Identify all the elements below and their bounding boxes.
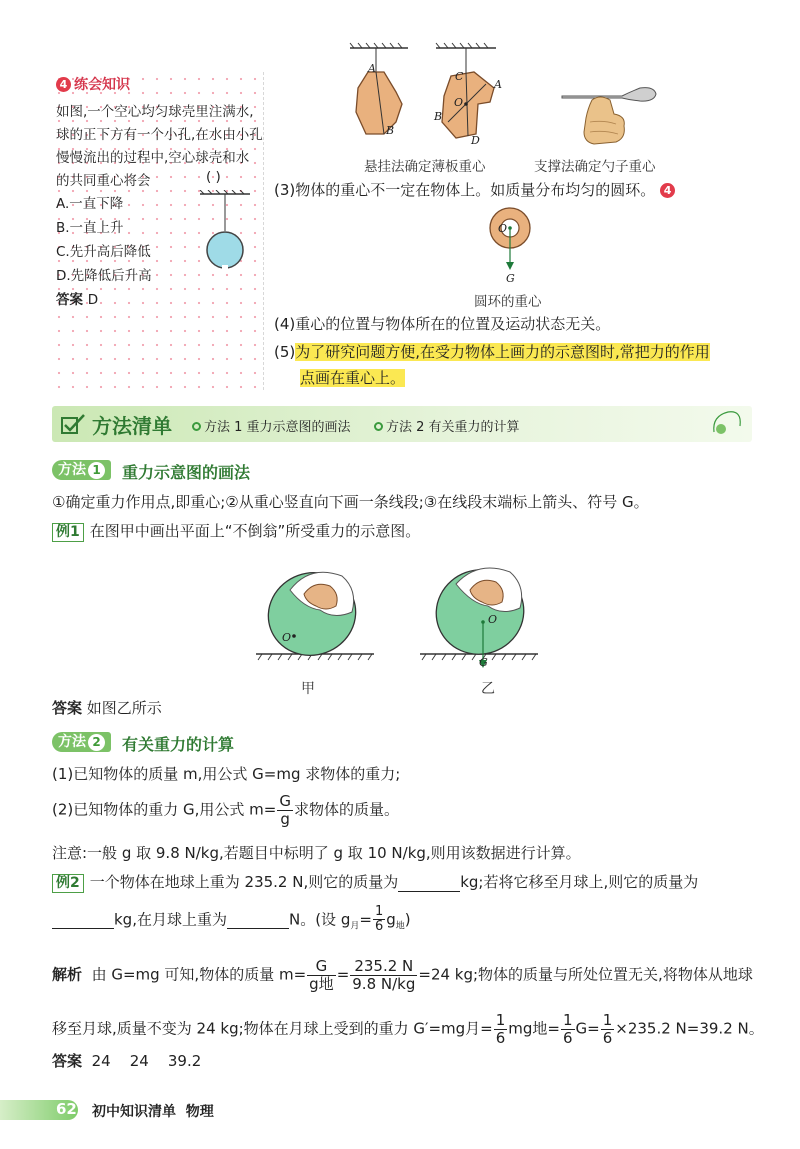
example-2-label: 例2 (52, 874, 84, 893)
method-2-pill (52, 732, 111, 752)
example-1-answer-label: 答案 (52, 699, 83, 717)
fraction-one-sixth (373, 905, 385, 935)
tumbler-figure (250, 550, 540, 680)
answer-blank-2[interactable] (52, 910, 114, 929)
ring-label-g: G (506, 272, 515, 285)
practice-line-1: 如图,一个空心均匀球壳里注满水, (56, 104, 254, 120)
point-3-badge: 4 (660, 183, 675, 198)
method-1-steps: ①确定重力作用点,即重心;②从重心竖直向下画一条线段;③在线段末端标上箭头、符号 G。 (52, 493, 649, 511)
banner-title: 方法清单 (92, 414, 172, 438)
frac-den: 9.8 N/kg (352, 974, 416, 993)
frac-num: 1 (495, 1011, 506, 1029)
point-3-text: (3)物体的重心不一定在物体上。如质量分布均匀的圆环。 (274, 181, 656, 199)
plate2-label-c: C (455, 70, 464, 83)
method-2-pill-label: 方法 (58, 734, 86, 750)
example-2-eq: = (359, 910, 372, 929)
frac-num: 235.2 N (350, 958, 417, 976)
footer-book: 初中知识清单 (92, 1104, 176, 1120)
example-2-answer (52, 1050, 201, 1071)
practice-line-2: 球的正下方有一个小孔,在水由小孔 (56, 127, 263, 143)
sub-moon: 月 (350, 921, 360, 932)
point-5-line-1 (274, 341, 710, 362)
frac-den: 6 (602, 1028, 613, 1047)
point-5-highlight-1: 为了研究问题方便,在受力物体上画力的示意图时,常把力的作用 (295, 343, 710, 361)
method-2-line-1: (1)已知物体的质量 m,用公式 G=mg 求物体的重力; (52, 765, 401, 783)
practice-answer-label: 答案 (56, 292, 83, 308)
option-c: C.先升高后降低 (56, 244, 151, 260)
bullet-icon (192, 422, 201, 431)
method-2-num: 2 (88, 734, 105, 751)
fraction-sixth-2 (561, 1012, 575, 1046)
plate1-label-a: A (368, 62, 376, 75)
caption-yi: 乙 (481, 681, 495, 697)
answer-blank-3[interactable] (227, 910, 289, 929)
frac-den: 6 (562, 1028, 573, 1047)
tumbler-right-g: G (479, 656, 488, 669)
example-2-text-b: kg;若将它移至月球上,则它的质量为 (460, 873, 699, 891)
ring-caption: 圆环的重心 (474, 294, 542, 310)
analysis-2-text-b: mg地= (508, 1019, 560, 1038)
method-1-title: 重力示意图的画法 (122, 463, 251, 482)
fraction-g-over-g-earth (307, 958, 336, 992)
analysis-1-eq: = (336, 965, 350, 984)
suspension-caption: 悬挂法确定薄板重心 (364, 159, 486, 175)
method-2-line-2-prefix: (2)已知物体的重力 G,用公式 m= (52, 800, 277, 819)
point-5-highlight-2: 点画在重心上。 (300, 369, 406, 387)
frac-num: 1 (562, 1011, 573, 1029)
example-2-line-1 (52, 871, 698, 893)
example-2-line-2 (52, 905, 411, 935)
sub-earth: 地 (395, 921, 405, 932)
practice-paren: ( ) (206, 169, 221, 185)
method-1-num: 1 (88, 462, 105, 479)
method-2-note: 注意:一般 g 取 9.8 N/kg,若题目中标明了 g 取 10 N/kg,则用该数据进行计算。 (52, 844, 581, 862)
example-1 (52, 520, 420, 542)
example-1-answer (52, 697, 162, 718)
method-2-line-2 (52, 793, 399, 827)
page-number: 62 (56, 1100, 77, 1118)
practice-title (56, 74, 130, 94)
point-4: (4)重心的位置与物体所在的位置及运动状态无关。 (274, 315, 611, 333)
practice-title-text: 练会知识 (74, 77, 130, 93)
checkbox-icon (60, 413, 86, 435)
example-1-label: 例1 (52, 523, 84, 542)
frac-num: 1 (602, 1011, 613, 1029)
method-1-pill-label: 方法 (58, 462, 86, 478)
frac-den: 6 (374, 919, 384, 935)
example-1-text: 在图甲中画出平面上“不倒翁”所受重力的示意图。 (89, 522, 421, 540)
answer-blank-1[interactable] (398, 873, 460, 892)
footer-subject: 物理 (185, 1104, 214, 1120)
plate2-label-o: O (454, 96, 464, 109)
banner-item-1-text: 方法 1 重力示意图的画法 (204, 420, 351, 435)
bullet-icon (374, 422, 383, 431)
practice-answer (56, 288, 98, 308)
option-b: B.一直上升 (56, 220, 124, 236)
leaf-deco-icon (708, 408, 744, 440)
ring-figure (482, 204, 542, 286)
spoon-figure (560, 82, 660, 154)
footer-title (92, 1101, 214, 1121)
example-2-answer-label: 答案 (52, 1052, 83, 1070)
example-2-answer-value: 24 24 39.2 (91, 1052, 202, 1070)
analysis-1-text-a: 由 G=mg 可知,物体的质量 m= (91, 965, 307, 984)
suspension-figure (346, 42, 506, 150)
tumbler-left-o: O (282, 631, 292, 644)
support-caption: 支撑法确定勺子重心 (534, 159, 656, 175)
practice-line-3: 慢慢流出的过程中,空心球壳和水 (56, 150, 250, 166)
example-2-close: ) (404, 910, 411, 929)
fraction-g-over-g (277, 793, 293, 827)
banner-item-1 (192, 416, 351, 435)
analysis-2-text-d: ×235.2 N=39.2 N。 (615, 1019, 764, 1038)
example-2-text-c: kg,在月球上重为 (114, 910, 227, 929)
fraction-numeric (350, 958, 417, 992)
example-2-text-d: N。(设 g (288, 910, 351, 929)
example-2-text-a: 一个物体在地球上重为 235.2 N,则它的质量为 (89, 873, 399, 891)
analysis-2-text-c: G= (575, 1019, 600, 1038)
analysis-1-text-b: =24 kg;物体的质量与所处位置无关,将物体从地球 (418, 965, 753, 984)
ring-label-o: O (498, 222, 508, 235)
frac-num: G (307, 958, 336, 976)
analysis-label: 解析 (52, 965, 83, 984)
point-5-prefix: (5) (274, 343, 296, 361)
practice-line-4: 的共同重心将会 (56, 173, 151, 189)
method-list-banner (52, 406, 752, 442)
method-2-title: 有关重力的计算 (122, 735, 235, 754)
hanging-sphere-figure (192, 190, 262, 280)
method-2-line-2-suffix: 求物体的质量。 (293, 800, 399, 819)
banner-item-2-text: 方法 2 有关重力的计算 (386, 420, 520, 435)
practice-badge: 4 (56, 77, 71, 92)
frac-num: 1 (374, 904, 384, 919)
frac-num: G (279, 792, 291, 810)
plate1-label-b: B (386, 124, 395, 137)
point-5-line-2 (300, 367, 405, 388)
fraction-sixth-3 (601, 1012, 615, 1046)
caption-jia: 甲 (301, 681, 315, 697)
plate2-label-a: A (494, 78, 502, 91)
method-1-pill (52, 460, 111, 480)
option-a: A.一直下降 (56, 196, 124, 212)
analysis-line-1 (52, 958, 753, 992)
frac-den: g (280, 809, 290, 828)
analysis-line-2 (52, 1012, 764, 1046)
banner-item-2 (374, 416, 520, 435)
practice-answer-value: D (87, 292, 99, 308)
tumbler-right-o: O (488, 613, 498, 626)
frac-den: g地 (309, 974, 334, 993)
plate2-label-d: D (471, 134, 480, 147)
analysis-2-text-a: 移至月球,质量不变为 24 kg;物体在月球上受到的重力 G′=mg月= (52, 1019, 493, 1038)
plate2-label-b: B (434, 110, 443, 123)
fraction-sixth-1 (494, 1012, 508, 1046)
example-2-g: g (386, 910, 396, 929)
frac-den: 6 (495, 1028, 506, 1047)
option-d: D.先降低后升高 (56, 268, 152, 284)
practice-box (52, 72, 264, 390)
example-1-answer-value: 如图乙所示 (86, 699, 162, 717)
point-3 (274, 179, 678, 200)
